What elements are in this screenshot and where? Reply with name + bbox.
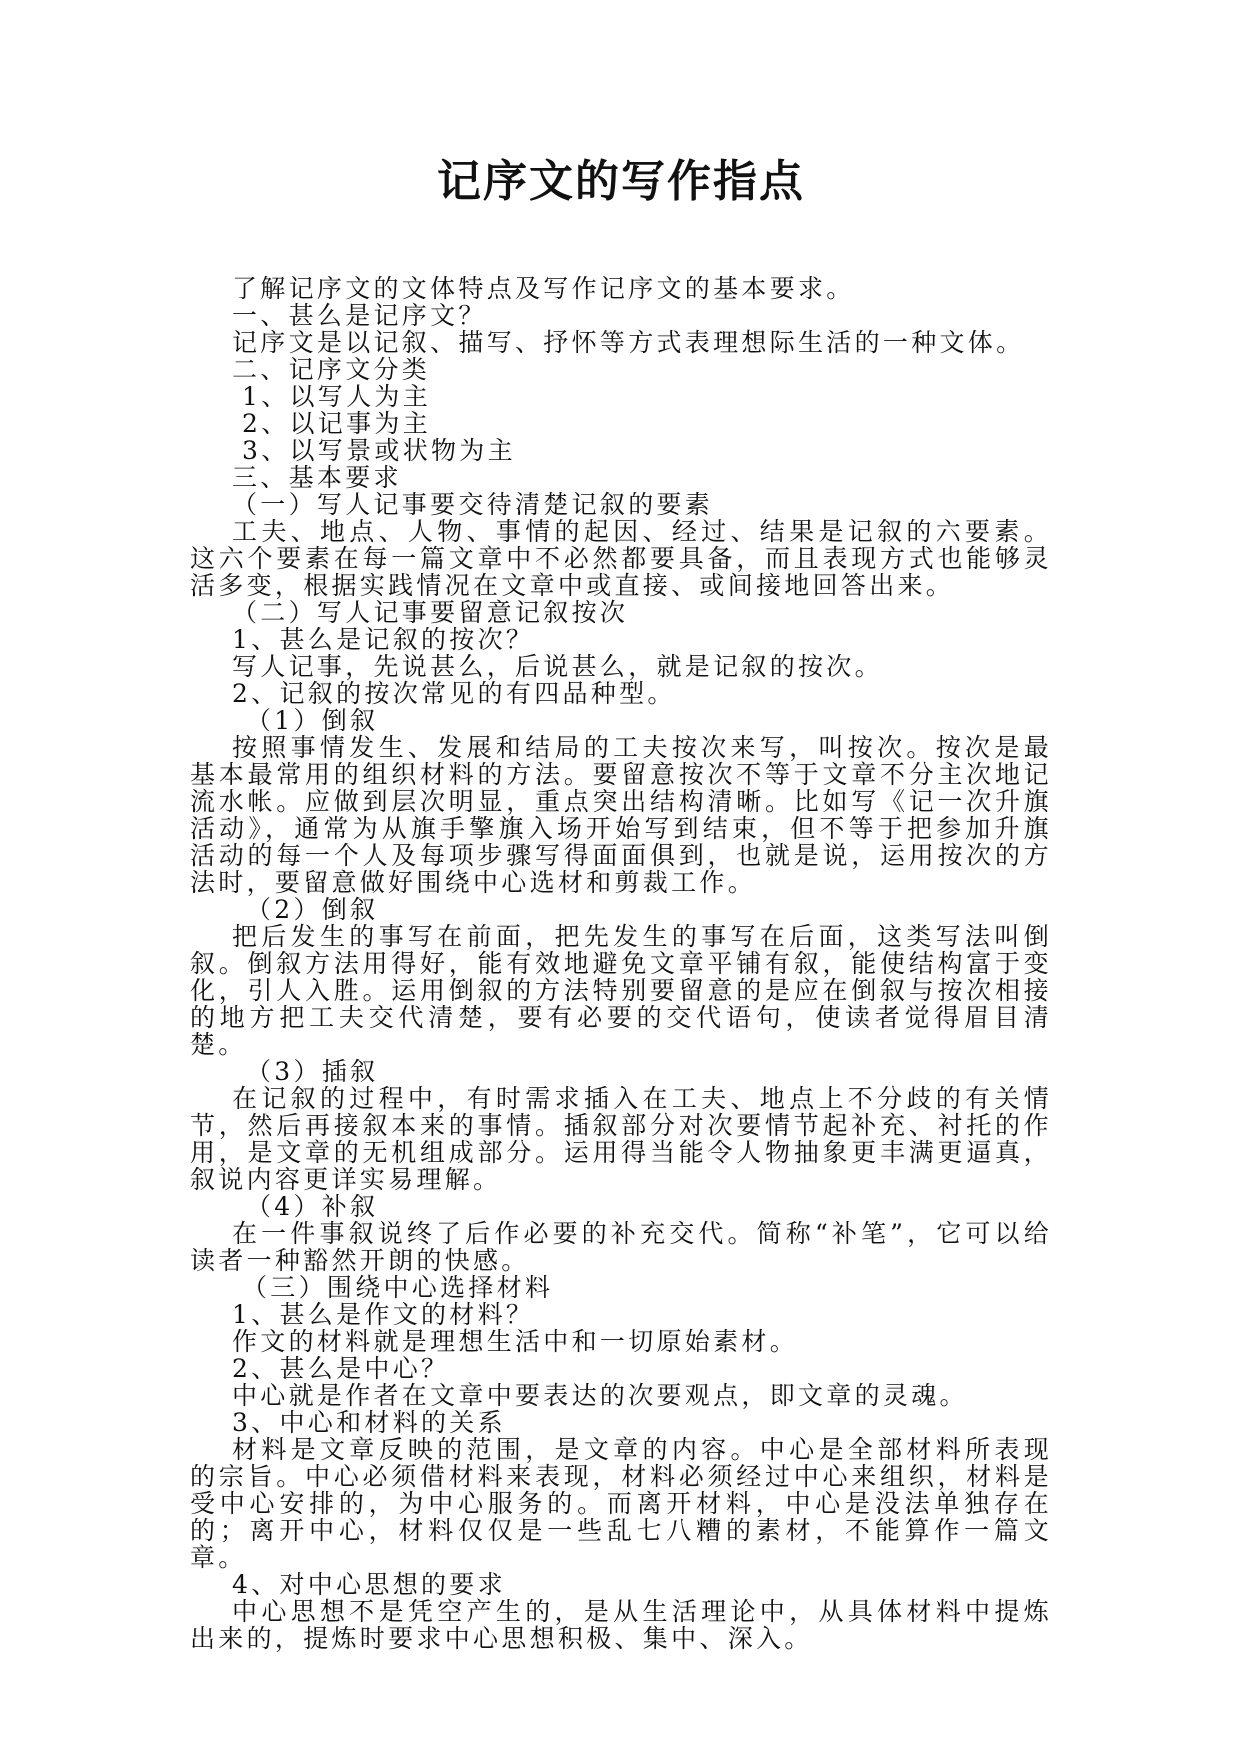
paragraph: 了解记序文的文体特点及写作记序文的基本要求。 [232, 274, 855, 303]
paragraph: 3、中心和材料的关系 [232, 1408, 506, 1437]
paragraph: 3、以写景或状物为主 [242, 436, 516, 465]
paragraph: 记序文是以记叙、描写、抒怀等方式表理想际生活的一种文体。 [232, 328, 1025, 357]
paragraph: 材料是文章反映的范围，是文章的内容。中心是全部材料所表现的宗旨。中心必须借材料来表现，材料必须经过中心来组织，材料是受中心安排的，为中心服务的。而离开材料，中心是没法单独存在的；离开中心，材料仅仅是一些乱七八糟的素材，不能算作一篇文章。 [190, 1435, 1052, 1572]
paragraph: （2）倒叙 [246, 895, 379, 924]
paragraph: （一）写人记事要交待清楚记叙的要素 [232, 490, 714, 519]
paragraph: 1、甚么是作文的材料？ [232, 1300, 535, 1329]
paragraph: 中心思想不是凭空产生的，是从生活理论中，从具体材料中提炼出来的，提炼时要求中心思想积极、集中、深入。 [190, 1597, 1052, 1653]
paragraph: 在记叙的过程中，有时需求插入在工夫、地点上不分歧的有关情节，然后再接叙本来的事情。插叙部分对次要情节起补充、衬托的作用，是文章的无机组成部分。运用得当能令人物抽象更丰满更逼真，叙说内容更详实易理解。 [190, 1084, 1052, 1194]
paragraph: （3）插叙 [246, 1057, 379, 1086]
paragraph: 工夫、地点、人物、事情的起因、经过、结果是记叙的六要素。这六个要素在每一篇文章中不必然都要具备，而且表现方式也能够灵活多变，根据实践情况在文章中或直接、或间接地回答出来。 [190, 517, 1052, 600]
paragraph: （二）写人记事要留意记叙按次 [232, 598, 629, 627]
paragraph: 写人记事，先说甚么，后说甚么，就是记叙的按次。 [232, 652, 883, 681]
paragraph: （4）补叙 [246, 1192, 379, 1221]
paragraph: 4、对中心思想的要求 [232, 1570, 506, 1599]
paragraph: 一、甚么是记序文？ [232, 301, 487, 330]
document-title: 记序文的写作指点 [437, 156, 805, 207]
paragraph: 2、以记事为主 [242, 409, 432, 438]
paragraph: 2、甚么是中心？ [232, 1354, 450, 1383]
paragraph: 二、记序文分类 [232, 355, 431, 384]
paragraph: 2、记叙的按次常见的有四品种型。 [232, 679, 676, 708]
paragraph: 按照事情发生、发展和结局的工夫按次来写，叫按次。按次是最基本最常用的组织材料的方法。要留意按次不等于文章不分主次地记流水帐。应做到层次明显，重点突出结构清晰。比如写《记一次升旗活动》，通常为从旗手擎旗入场开始写到结束，但不等于把参加升旗活动的每一个人及每项步骤写得面面俱到，也就是说，运用按次的方法时，要留意做好围绕中心选材和剪裁工作。 [190, 733, 1052, 897]
paragraph: 1、以写人为主 [242, 382, 432, 411]
paragraph: 1、甚么是记叙的按次？ [232, 625, 535, 654]
paragraph: 把后发生的事写在前面，把先发生的事写在后面，这类写法叫倒叙。倒叙方法用得好，能有效地避免文章平铺有叙，能使结构富于变化，引人入胜。运用倒叙的方法特别要留意的是应在倒叙与按次相接的地方把工夫交代清楚，要有必要的交代语句，使读者觉得眉目清楚。 [190, 922, 1052, 1059]
document-page [190, 0, 1052, 1754]
paragraph: 作文的材料就是理想生活中和一切原始素材。 [232, 1327, 799, 1356]
paragraph: （1）倒叙 [246, 706, 379, 735]
paragraph: （三）围绕中心选择材料 [242, 1273, 554, 1302]
document-body [190, 275, 1052, 1652]
paragraph: 中心就是作者在文章中要表达的次要观点，即文章的灵魂。 [232, 1381, 968, 1410]
paragraph: 在一件事叙说终了后作必要的补充交代。简称“补笔”，它可以给读者一种豁然开朗的快感。 [190, 1219, 1052, 1275]
paragraph: 三、基本要求 [232, 463, 402, 492]
